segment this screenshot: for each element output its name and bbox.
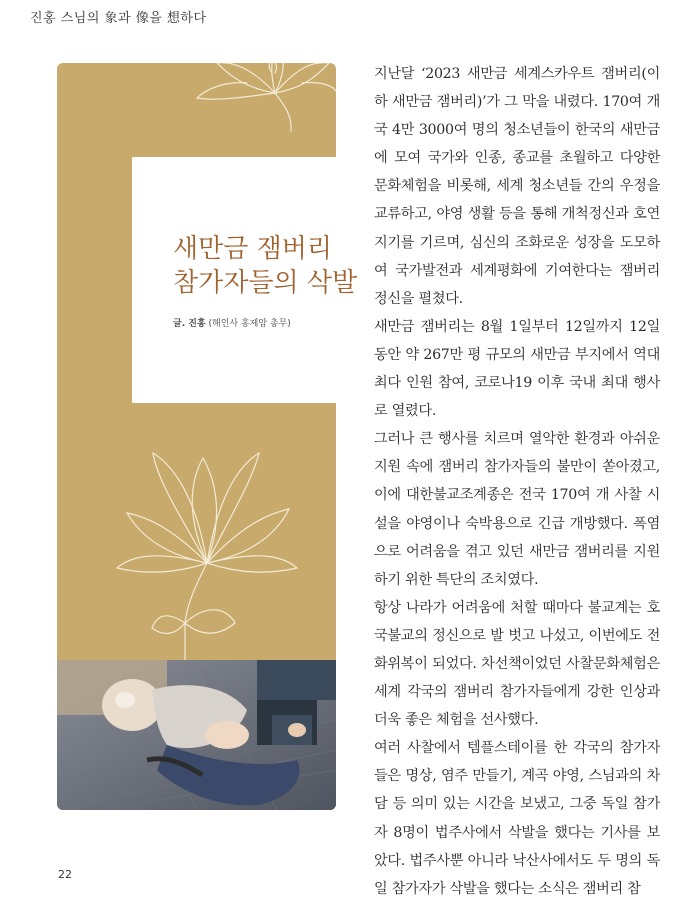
byline-author: 글. 진홍 xyxy=(173,319,206,329)
paragraph: 항상 나라가 어려움에 처할 때마다 불교계는 호국불교의 정신으로 발 벗고 나섰고, 이번에도 전화위복이 되었다. 차선책이었던 사찰문화체험은 세계 각국의 잼버리 참가자들에게 강한 인상과 더욱 좋은 체험을 선사했다. xyxy=(374,599,660,729)
byline xyxy=(173,316,291,329)
title-line-2: 참가자들의 삭발 xyxy=(173,268,358,298)
page-number: 22 xyxy=(58,868,72,881)
article-title xyxy=(173,232,357,300)
article-body xyxy=(374,60,660,903)
article-photo xyxy=(57,660,336,810)
byline-affiliation: (해인사 홍제암 총무) xyxy=(208,319,291,329)
photo-illustration xyxy=(57,660,336,810)
paragraph: 그러나 큰 행사를 치르며 열악한 환경과 아쉬운 지원 속에 잼버리 참가자들의 불만이 쏟아졌고, 이에 대한불교조계종은 전국 170여 개 사찰 시설을 야영이나 숙박용으로 긴급 개방했다. 폭염으로 어려움을 겪고 있던 새만금 잼버리를 지원하기 위한 특단의 조치였다. xyxy=(374,431,660,588)
paragraph: 새만금 잼버리는 8월 1일부터 12일까지 12일 동안 약 267만 평 규모의 새만금 부지에서 역대 최다 인원 참여, 코로나19 이후 국내 최대 행사로 열렸다. xyxy=(374,318,660,420)
paragraph: 여러 사찰에서 템플스테이를 한 각국의 참가자들은 명상, 염주 만들기, 계곡 야영, 스님과의 차담 등 의미 있는 시간을 보냈고, 그중 독일 참가자 8명이 법주사에서 삭발을 했다는 기사를 보았다. 법주사뿐 아니라 낙산사에서도 두 명의 독일 참가자가 삭발을 했다는 소식은 잼버리 참 xyxy=(374,740,660,897)
title-line-1: 새만금 잼버리 xyxy=(173,234,332,264)
running-head: 진홍 스님의 象과 像을 想하다 xyxy=(30,11,207,26)
paragraph: 지난달 ‘2023 새만금 세계스카우트 잼버리(이하 새만금 잼버리)’가 그 막을 내렸다. 170여 개국 4만 3000여 명의 청소년들이 한국의 새만금에 모여 국가와 인종, 종교를 초월하고 다양한 문화체험을 비롯해, 세계 청소년들 간의 우정을 교류하고, 야영 생활 등을 통해 개척정신과 호연지기를 기르며, 심신의 조화로운 성장을 도모하여 국가발전과 세계평화에 기여한다는 잼버리 정신을 펼쳤다. xyxy=(374,66,660,307)
